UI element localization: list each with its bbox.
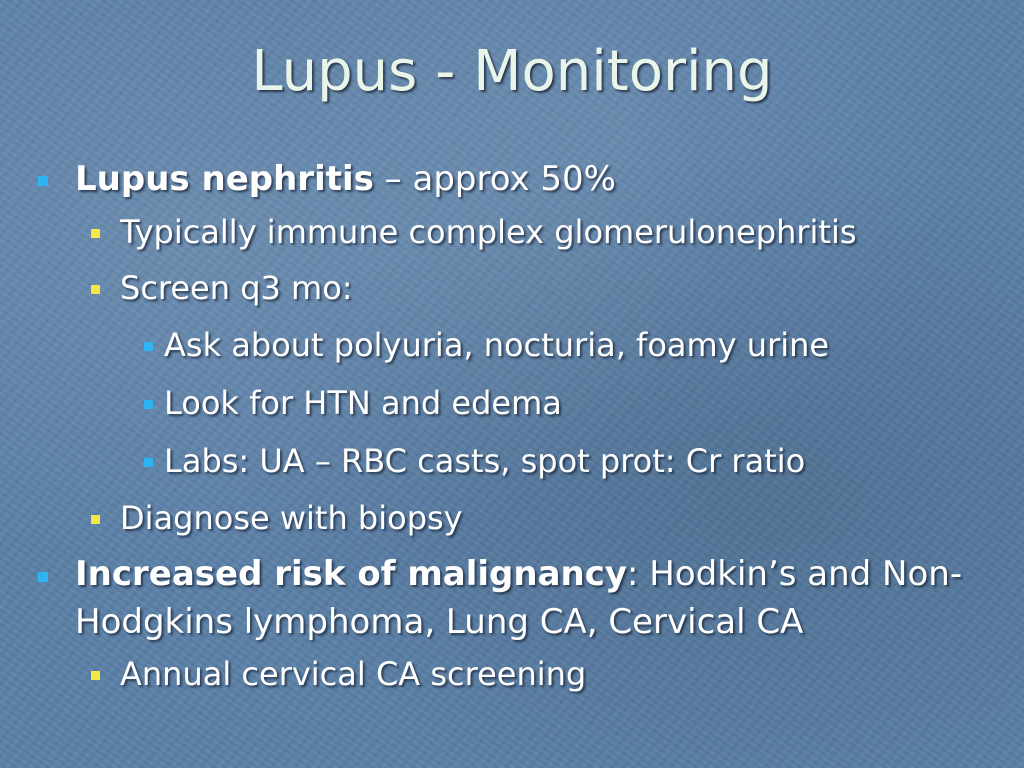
- square-bullet-icon: [144, 458, 153, 467]
- bullet-item-ask-about: [0, 316, 1024, 374]
- bullet-bold-text: Increased risk of malignancy: [75, 554, 628, 594]
- square-bullet-icon: [38, 572, 48, 582]
- bullet-item-diagnose: [0, 490, 1024, 546]
- square-bullet-icon: [91, 229, 100, 238]
- bullet-text: : Hodkin’s and Non-Hodgkins lymphoma, Lung CA, Cervical CA: [75, 554, 963, 642]
- square-bullet-icon: [91, 285, 100, 294]
- bullet-text: Labs: UA – RBC casts, spot prot: Cr ratio: [164, 442, 806, 480]
- bullet-text: Ask about polyuria, nocturia, foamy urine: [164, 326, 830, 364]
- bullet-text: Look for HTN and edema: [164, 384, 562, 422]
- square-bullet-icon: [91, 515, 100, 524]
- bullet-bold-text: Lupus nephritis: [75, 159, 374, 199]
- bullet-item-immune-complex: [0, 204, 1024, 260]
- square-bullet-icon: [144, 400, 153, 409]
- square-bullet-icon: [91, 671, 100, 680]
- bullet-text: Annual cervical CA screening: [120, 655, 587, 693]
- bullet-text: Screen q3 mo:: [120, 269, 353, 307]
- square-bullet-icon: [38, 176, 48, 186]
- bullet-item-malignancy: [0, 550, 1024, 646]
- bullet-item-annual-screening: [0, 646, 1024, 702]
- bullet-text: Typically immune complex glomerulonephritis: [120, 213, 857, 251]
- bullet-item-lupus-nephritis: [0, 154, 1024, 204]
- bullet-item-screen: [0, 260, 1024, 316]
- square-bullet-icon: [144, 342, 153, 351]
- bullet-text: – approx 50%: [373, 159, 616, 199]
- bullet-list: [0, 150, 1024, 702]
- bullet-item-labs: [0, 432, 1024, 490]
- bullet-text: Diagnose with biopsy: [120, 499, 463, 537]
- slide-title: Lupus - Monitoring: [251, 39, 773, 104]
- bullet-item-look-for: [0, 374, 1024, 432]
